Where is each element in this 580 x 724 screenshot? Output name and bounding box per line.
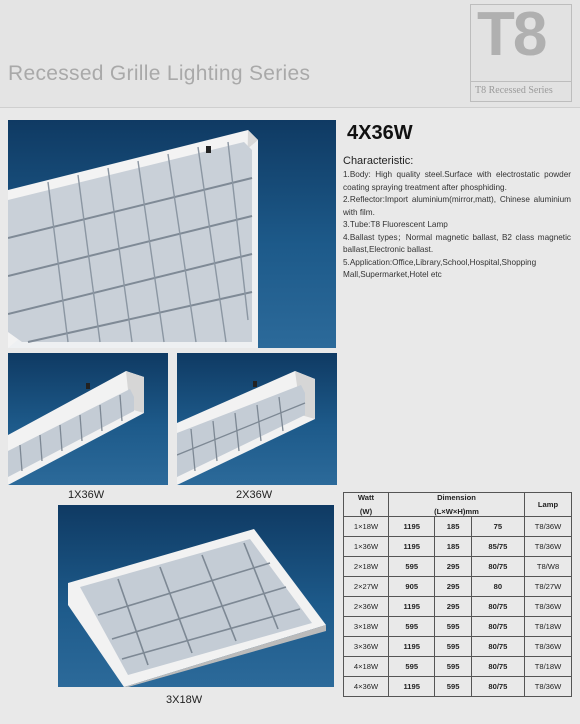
series-title: Recessed Grille Lighting Series [8, 62, 311, 85]
product-photo-3x18w [58, 505, 334, 687]
table-header-row [344, 493, 572, 517]
cell-watt: 1×18W [344, 517, 389, 537]
cell-height: 80/75 [471, 637, 524, 657]
cell-height: 80/75 [471, 597, 524, 617]
cell-lamp: T8/36W [525, 677, 572, 697]
cell-width: 295 [435, 557, 471, 577]
characteristic-item: 3.Tube:T8 Fluorescent Lamp [343, 220, 448, 229]
header-dimension-unit: (L×W×H)mm [434, 507, 479, 516]
cell-length: 595 [389, 617, 435, 637]
table-row [344, 597, 572, 617]
cell-length: 595 [389, 657, 435, 677]
header-dimension [389, 493, 525, 517]
cell-width: 595 [435, 677, 471, 697]
cell-watt: 2×27W [344, 577, 389, 597]
cell-height: 80/75 [471, 657, 524, 677]
characteristic-item: 1.Body: High quality steel.Surface with electrostatic powder coating spraying treatment after phosphiding. [343, 170, 571, 192]
cell-width: 595 [435, 617, 471, 637]
table-row [344, 537, 572, 557]
cell-width: 595 [435, 657, 471, 677]
fixture-3x18w-illustration [58, 505, 334, 687]
header-lamp: Lamp [525, 493, 572, 517]
table-row [344, 637, 572, 657]
cell-watt: 4×36W [344, 677, 389, 697]
cell-length: 1195 [389, 597, 435, 617]
characteristic-item: 4.Ballast types；Normal magnetic ballast, B2 class magnetic ballast,Electronic ballast. [343, 232, 571, 254]
cell-lamp: T8/36W [525, 537, 572, 557]
caption-2x36w: 2X36W [236, 489, 273, 501]
page-header [0, 0, 580, 108]
characteristic-list [343, 169, 571, 282]
cell-height: 75 [471, 517, 524, 537]
cell-lamp: T8/18W [525, 617, 572, 637]
cell-height: 80/75 [471, 617, 524, 637]
cell-watt: 1×36W [344, 537, 389, 557]
characteristic-item: 5.Application:Office,Library,School,Hospital,Shopping Mall,Supermarket,Hotel etc [343, 257, 537, 279]
cell-width: 185 [435, 517, 471, 537]
characteristic-heading: Characteristic: [343, 155, 414, 167]
cell-length: 1195 [389, 517, 435, 537]
cell-height: 80 [471, 577, 524, 597]
cell-lamp: T8/36W [525, 517, 572, 537]
fixture-2x36w-illustration [177, 353, 337, 485]
cell-length: 1195 [389, 637, 435, 657]
characteristic-item: 2.Reflector:Import aluminium(mirror,matt), Chinese aluminium with film. [343, 195, 571, 217]
cell-height: 85/75 [471, 537, 524, 557]
cell-width: 295 [435, 597, 471, 617]
table-row [344, 657, 572, 677]
table-row [344, 517, 572, 537]
cell-watt: 4×18W [344, 657, 389, 677]
cell-height: 80/75 [471, 677, 524, 697]
cell-lamp: T8/18W [525, 657, 572, 677]
table-row [344, 577, 572, 597]
specification-table [343, 492, 572, 697]
cell-lamp: T8/36W [525, 637, 572, 657]
cell-length: 1195 [389, 537, 435, 557]
model-title: 4X36W [347, 122, 413, 144]
table-row [344, 557, 572, 577]
header-dimension-label: Dimension [437, 493, 476, 502]
header-watt-label: Watt [357, 493, 375, 502]
product-photo-2x36w [177, 353, 337, 485]
header-watt [344, 493, 389, 517]
cell-watt: 3×36W [344, 637, 389, 657]
product-photo-4x36w [8, 120, 336, 348]
caption-3x18w: 3X18W [166, 694, 203, 706]
caption-1x36w: 1X36W [68, 489, 105, 501]
fixture-4x36w-illustration [8, 120, 336, 348]
cell-width: 295 [435, 577, 471, 597]
product-photo-1x36w [8, 353, 168, 485]
cell-watt: 3×18W [344, 617, 389, 637]
cell-lamp: T8/36W [525, 597, 572, 617]
cell-width: 595 [435, 637, 471, 657]
header-watt-unit: (W) [359, 507, 373, 516]
cell-height: 80/75 [471, 557, 524, 577]
cell-length: 905 [389, 577, 435, 597]
table-row [344, 677, 572, 697]
cell-watt: 2×36W [344, 597, 389, 617]
table-row [344, 617, 572, 637]
t8-badge-divider [471, 81, 571, 82]
t8-badge [470, 0, 572, 102]
t8-badge-subtitle: T8 Recessed Series [475, 85, 553, 96]
cell-length: 595 [389, 557, 435, 577]
cell-length: 1195 [389, 677, 435, 697]
cell-watt: 2×18W [344, 557, 389, 577]
t8-badge-label: T8 [477, 0, 546, 69]
cell-width: 185 [435, 537, 471, 557]
cell-lamp: T8/W8 [525, 557, 572, 577]
cell-lamp: T8/27W [525, 577, 572, 597]
fixture-1x36w-illustration [8, 353, 168, 485]
